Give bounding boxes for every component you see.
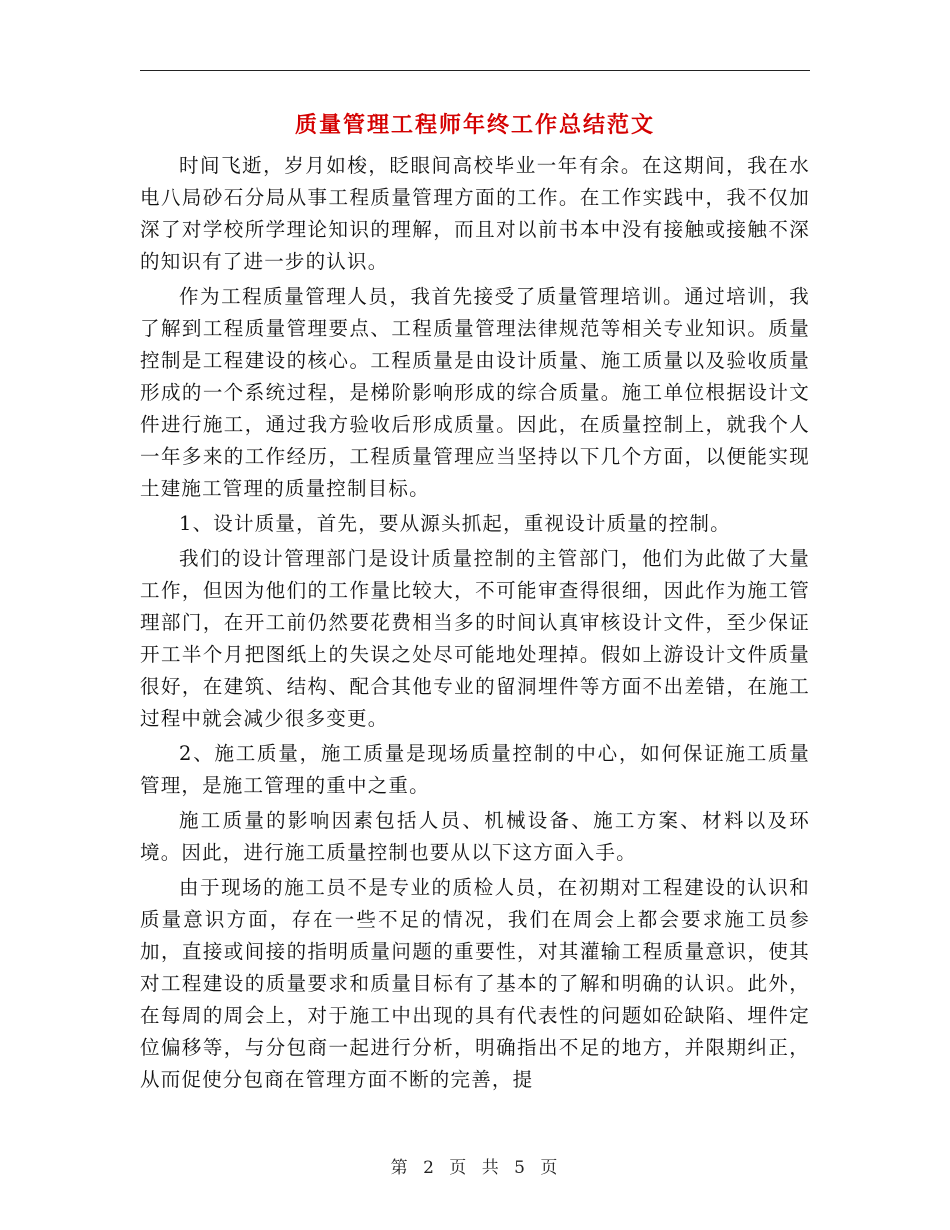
document-body bbox=[140, 150, 810, 1099]
paragraph: 2、施工质量，施工质量是现场质量控制的中心，如何保证施工质量管理，是施工管理的重中之重。 bbox=[140, 742, 810, 797]
paragraph: 由于现场的施工员不是专业的质检人员，在初期对工程建设的认识和质量意识方面，存在一些不足的情况，我们在周会上都会要求施工员参加，直接或间接的指明质量问题的重要性，对其灌输工程质量意识，使其对工程建设的质量要求和质量目标有了基本的了解和明确的认识。此外，在每周的周会上，对于施工中出现的具有代表性的问题如砼缺陷、埋件定位偏移等，与分包商一起进行分析，明确指出不足的地方，并限期纠正，从而促使分包商在管理方面不断的完善，提 bbox=[140, 876, 810, 1091]
paragraph: 时间飞逝，岁月如梭，眨眼间高校毕业一年有余。在这期间，我在水电八局砂石分局从事工程质量管理方面的工作。在工作实践中，我不仅加深了对学校所学理论知识的理解，而且对以前书本中没有接触或接触不深的知识有了进一步的认识。 bbox=[140, 154, 810, 273]
paragraph: 作为工程质量管理人员，我首先接受了质量管理培训。通过培训，我了解到工程质量管理要点、工程质量管理法律规范等相关专业知识。质量控制是工程建设的核心。工程质量是由设计质量、施工质量以及验收质量形成的一个系统过程，是梯阶影响形成的综合质量。施工单位根据设计文件进行施工，通过我方验收后形成质量。因此，在质量控制上，就我个人一年多来的工作经历，工程质量管理应当坚持以下几个方面，以便能实现土建施工管理的质量控制目标。 bbox=[140, 285, 810, 500]
paragraph: 我们的设计管理部门是设计质量控制的主管部门，他们为此做了大量工作，但因为他们的工作量比较大，不可能审查得很细，因此作为施工管理部门，在开工前仍然要花费相当多的时间认真审核设计文件，至少保证开工半个月把图纸上的失误之处尽可能地处理掉。假如上游设计文件质量很好，在建筑、结构、配合其他专业的留洞埋件等方面不出差错，在施工过程中就会减少很多变更。 bbox=[140, 547, 810, 730]
header-rule bbox=[140, 70, 810, 71]
document-title: 质量管理工程师年终工作总结范文 bbox=[294, 112, 655, 138]
page-number-footer: 第 2 页 共 5 页 bbox=[390, 1158, 560, 1178]
paragraph: 施工质量的影响因素包括人员、机械设备、施工方案、材料以及环境。因此，进行施工质量控制也要从以下这方面入手。 bbox=[140, 809, 810, 864]
paragraph: 1、设计质量，首先，要从源头抓起，重视设计质量的控制。 bbox=[179, 512, 731, 535]
